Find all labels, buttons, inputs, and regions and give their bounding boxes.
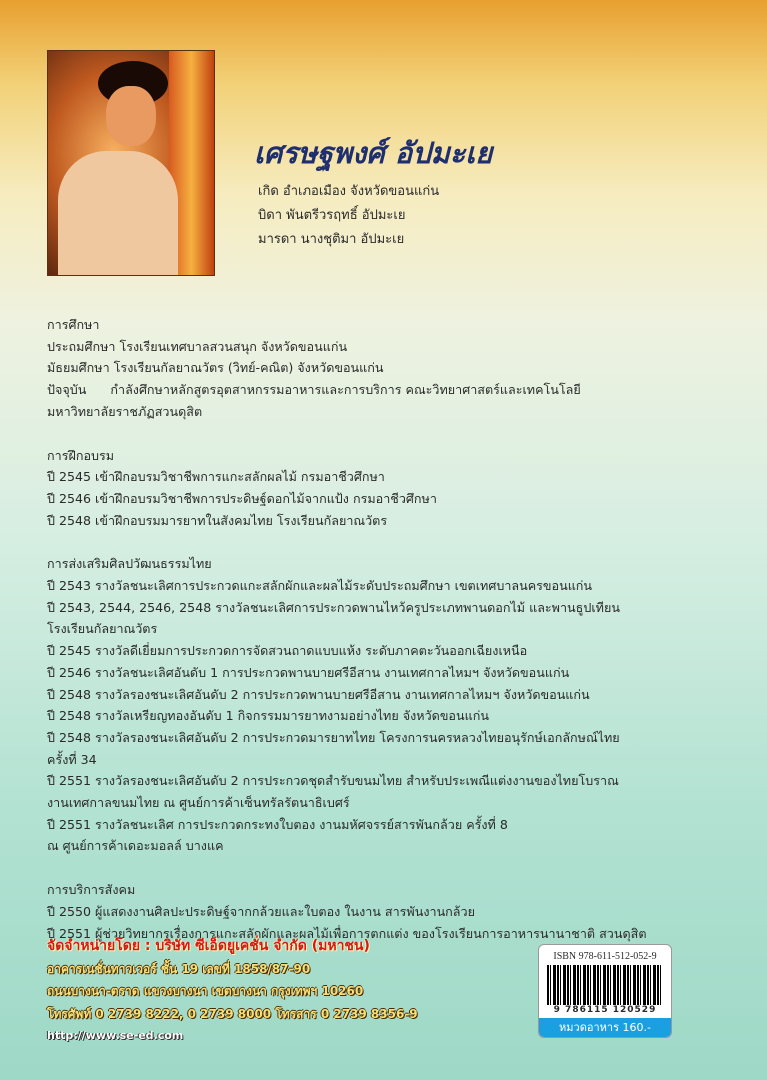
- category-price: หมวดอาหาร 160.-: [539, 1018, 671, 1037]
- section: [47, 314, 727, 423]
- section-line: ปี 2543 รางวัลชนะเลิศการประกวดแกะสลักผักและผลไม้ระดับประถมศึกษา เขตเทศบาลนครขอนแก่น: [47, 578, 593, 594]
- section-line: ปี 2543, 2544, 2546, 2548 รางวัลชนะเลิศการประกวดพานไหว้ครูประเภทพานดอกไม้ และพานธูปเทียน: [47, 599, 620, 615]
- bio-birth: เกิด อำเภอเมือง จังหวัดขอนแก่น: [258, 184, 440, 199]
- section: [47, 445, 727, 532]
- section-line: ปี 2548 รางวัลรองชนะเลิศอันดับ 2 การประกวดมารยาทไทย โครงการนครหลวงไทยอนุรักษ์เอกลักษณ์ไทย: [47, 729, 620, 745]
- section-line: มหาวิทยาลัยราชภัฏสวนดุสิต: [47, 403, 203, 419]
- section-line: ปี 2545 รางวัลดีเยี่ยมการประกวดการจัดสวนถาดแบบแห้ง ระดับภาคตะวันออกเฉียงเหนือ: [47, 643, 528, 659]
- publisher-address-1: อาคารเนชั่นทาวเวอร์ ชั้น 19 เลขที่ 1858/87-90: [47, 961, 311, 976]
- author-photo: [47, 50, 215, 276]
- biography-sections: [47, 314, 727, 966]
- section-line: ปี 2548 รางวัลเหรียญทองอันดับ 1 กิจกรรมมารยาทงามอย่างไทย จังหวัดขอนแก่น: [47, 708, 489, 724]
- publisher-url[interactable]: http://www.se-ed.com: [47, 1029, 184, 1042]
- section-heading: การส่งเสริมศิลปวัฒนธรรมไทย: [47, 556, 212, 572]
- section-line: ประถมศึกษา โรงเรียนเทศบาลสวนสนุก จังหวัดขอนแก่น: [47, 338, 348, 354]
- author-name: เศรษฐพงศ์ อัปมะเย: [254, 136, 493, 170]
- section-line: ปี 2551 ผู้ช่วยวิทยากรเรื่องการแกะสลักผักและผลไม้เพื่อการตกแต่ง ของโรงเรียนการอาหารนานาชาติ สวนดุสิต: [47, 925, 647, 941]
- section-line: ปี 2551 รางวัลชนะเลิศ การประกวดกระทงใบตอง งานมหัศจรรย์สารพันกล้วย ครั้งที่ 8: [47, 816, 508, 832]
- bio-mother: มารดา นางชุติมา อัปมะเย: [258, 232, 405, 247]
- section-heading: การฝึกอบรม: [47, 447, 115, 463]
- publisher-info: [47, 935, 418, 1048]
- section-line: งานเทศกาลขนมไทย ณ ศูนย์การค้าเซ็นทรัลรัตนาธิเบศร์: [47, 795, 350, 811]
- section-line: ปี 2548 รางวัลรองชนะเลิศอันดับ 2 การประกวดพานบายศรีอีสาน งานเทศกาลไหมฯ จังหวัดขอนแก่น: [47, 686, 590, 702]
- isbn-sticker: [538, 944, 672, 1038]
- section-line: ครั้งที่ 34: [47, 751, 97, 767]
- section-heading: การบริการสังคม: [47, 882, 136, 898]
- section-line: ณ ศูนย์การค้าเดอะมอลล์ บางแค: [47, 838, 224, 854]
- section: [47, 553, 727, 857]
- photo-face: [106, 86, 156, 146]
- section-line: ปี 2545 เข้าฝึกอบรมวิชาชีพการแกะสลักผลไม้ กรมอาชีวศึกษา: [47, 469, 385, 485]
- section-line: ปี 2551 รางวัลรองชนะเลิศอันดับ 2 การประกวดชุดสำรับขนมไทย สำหรับประเพณีแต่งงานของไทยโบราณ: [47, 773, 619, 789]
- section-line: ปัจจุบัน กำลังศึกษาหลักสูตรอุตสาหกรรมอาหารและการบริการ คณะวิทยาศาสตร์และเทคโนโลยี: [47, 382, 581, 398]
- publisher-phone: โทรศัพท์ 0 2739 8222, 0 2739 8000 โทรสาร 0 2739 8356-9: [47, 1006, 418, 1021]
- bio-father: บิดา พันตรีวรฤทธิ์ อัปมะเย: [258, 208, 406, 223]
- isbn-label: ISBN 978-611-512-052-9: [553, 951, 657, 962]
- section-line: ปี 2550 ผู้แสดงงานศิลปะประดิษฐ์จากกล้วยและใบตอง ในงาน สารพันงานกล้วย: [47, 903, 475, 919]
- section-line: โรงเรียนกัลยาณวัตร: [47, 621, 158, 637]
- photo-body: [58, 151, 178, 275]
- author-bio: [258, 180, 439, 252]
- publisher-heading: จัดจำหน่ายโดย : บริษัท ซีเอ็ดยูเคชั่น จำกัด (มหาชน): [47, 938, 370, 954]
- section-line: ปี 2548 เข้าฝึกอบรมมารยาทในสังคมไทย โรงเรียนกัลยาณวัตร: [47, 512, 388, 528]
- barcode: [547, 965, 663, 1005]
- barcode-digits: 9 786115 120529: [553, 1005, 657, 1015]
- section-heading: การศึกษา: [47, 317, 100, 332]
- section-line: ปี 2546 เข้าฝึกอบรมวิชาชีพการประดิษฐ์ดอกไม้จากแป้ง กรมอาชีวศึกษา: [47, 490, 437, 506]
- section-line: มัธยมศึกษา โรงเรียนกัลยาณวัตร (วิทย์-คณิต) จังหวัดขอนแก่น: [47, 360, 384, 376]
- publisher-address-2: ถนนบางนา-ตราด แขวงบางนา เขตบางนา กรุงเทพฯ 10260: [47, 984, 364, 998]
- section-line: ปี 2546 รางวัลชนะเลิศอันดับ 1 การประกวดพานบายศรีอีสาน งานเทศกาลไหมฯ จังหวัดขอนแก่น: [47, 664, 570, 680]
